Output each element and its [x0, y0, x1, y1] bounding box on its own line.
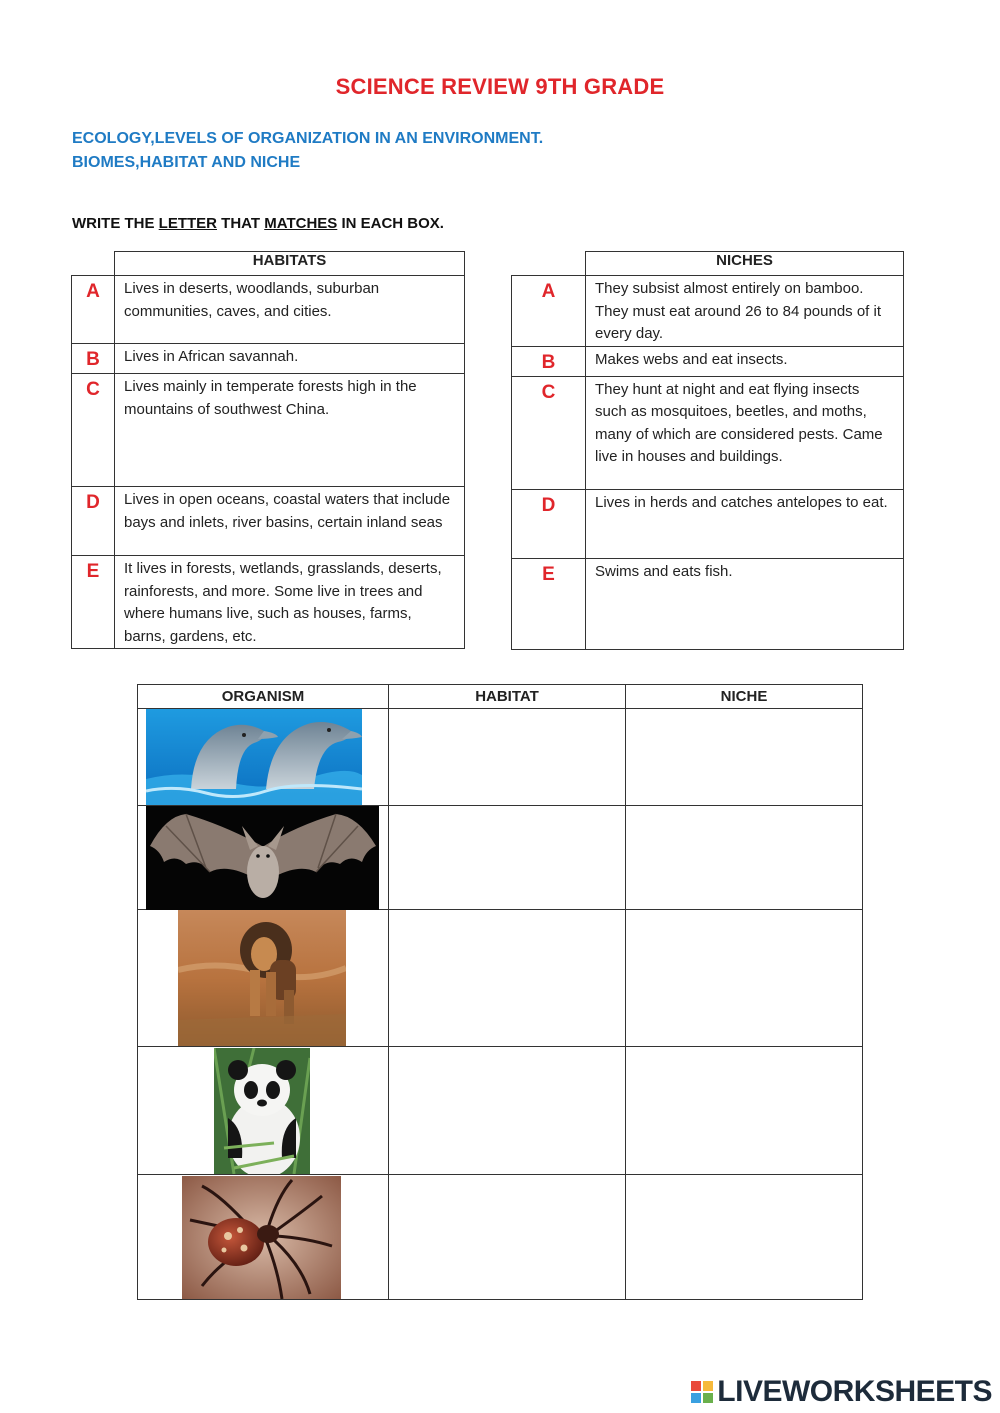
habitat-answer-box[interactable] — [389, 806, 626, 910]
habitats-heading: HABITATS — [115, 252, 465, 276]
habitat-letter: B — [72, 344, 115, 374]
habitat-row — [72, 276, 465, 344]
habitat-row — [72, 556, 465, 649]
niche-letter: C — [512, 376, 586, 489]
niche-header: NICHE — [626, 685, 863, 709]
dolphin-image — [146, 709, 362, 805]
niche-letter: E — [512, 558, 586, 649]
niche-text: They hunt at night and eat flying insects such as mosquitoes, beetles, and moths, many of which are considered pests. Came live in houses and buildings. — [586, 376, 904, 489]
habitat-answer-box[interactable] — [389, 1175, 626, 1300]
habitat-row — [72, 487, 465, 556]
bat-image — [146, 806, 379, 910]
organism-header: ORGANISM — [138, 685, 389, 709]
niche-text: They subsist almost entirely on bamboo. They must eat around 26 to 84 pounds of it every day. — [586, 276, 904, 347]
habitat-answer-box[interactable] — [389, 709, 626, 806]
habitat-text: Lives in African savannah. — [115, 344, 465, 374]
niches-table — [511, 251, 904, 650]
niche-letter: D — [512, 489, 586, 558]
subtitle-line-1: ECOLOGY,LEVELS OF ORGANIZATION IN AN ENVIRONMENT. — [72, 130, 544, 147]
niche-text: Swims and eats fish. — [586, 558, 904, 649]
niche-row — [512, 376, 904, 489]
lion-image — [178, 910, 346, 1046]
habitat-answer-box[interactable] — [389, 1047, 626, 1175]
niche-letter: A — [512, 276, 586, 347]
niche-row — [512, 276, 904, 347]
panda-image — [214, 1048, 310, 1174]
habitats-table — [71, 251, 465, 649]
niche-row — [512, 558, 904, 649]
niches-heading: NICHES — [586, 252, 904, 276]
habitat-letter: C — [72, 374, 115, 487]
habitat-header: HABITAT — [389, 685, 626, 709]
habitat-text: Lives in open oceans, coastal waters that include bays and inlets, river basins, certain inland seas — [115, 487, 465, 556]
habitat-letter: A — [72, 276, 115, 344]
niche-row — [512, 346, 904, 376]
niche-answer-box[interactable] — [626, 709, 863, 806]
habitat-text: Lives mainly in temperate forests high in the mountains of southwest China. — [115, 374, 465, 487]
page-title: SCIENCE REVIEW 9TH GRADE — [335, 74, 665, 99]
habitat-row — [72, 374, 465, 487]
habitat-letter: D — [72, 487, 115, 556]
liveworksheets-logo — [691, 1375, 992, 1409]
niche-text: Lives in herds and catches antelopes to eat. — [586, 489, 904, 558]
niche-answer-box[interactable] — [626, 806, 863, 910]
habitat-letter: E — [72, 556, 115, 649]
niche-answer-box[interactable] — [626, 910, 863, 1047]
niche-answer-box[interactable] — [626, 1175, 863, 1300]
logo-blocks-icon — [691, 1381, 713, 1403]
habitat-row — [72, 344, 465, 374]
instruction: WRITE THE LETTER THAT MATCHES IN EACH BOX. — [72, 215, 444, 232]
niche-letter: B — [512, 346, 586, 376]
subtitle-line-2: BIOMES,HABITAT AND NICHE — [72, 154, 301, 171]
spider-image — [182, 1176, 341, 1299]
habitat-text: Lives in deserts, woodlands, suburban communities, caves, and cities. — [115, 276, 465, 344]
niche-text: Makes webs and eat insects. — [586, 346, 904, 376]
habitat-text: It lives in forests, wetlands, grasslands, deserts, rainforests, and more. Some live in trees and where humans live, such as houses, farms, barns, gardens, etc. — [115, 556, 465, 649]
niche-row — [512, 489, 904, 558]
logo-text: LIVEWORKSHEETS — [717, 1375, 992, 1408]
niche-answer-box[interactable] — [626, 1047, 863, 1175]
habitat-answer-box[interactable] — [389, 910, 626, 1047]
